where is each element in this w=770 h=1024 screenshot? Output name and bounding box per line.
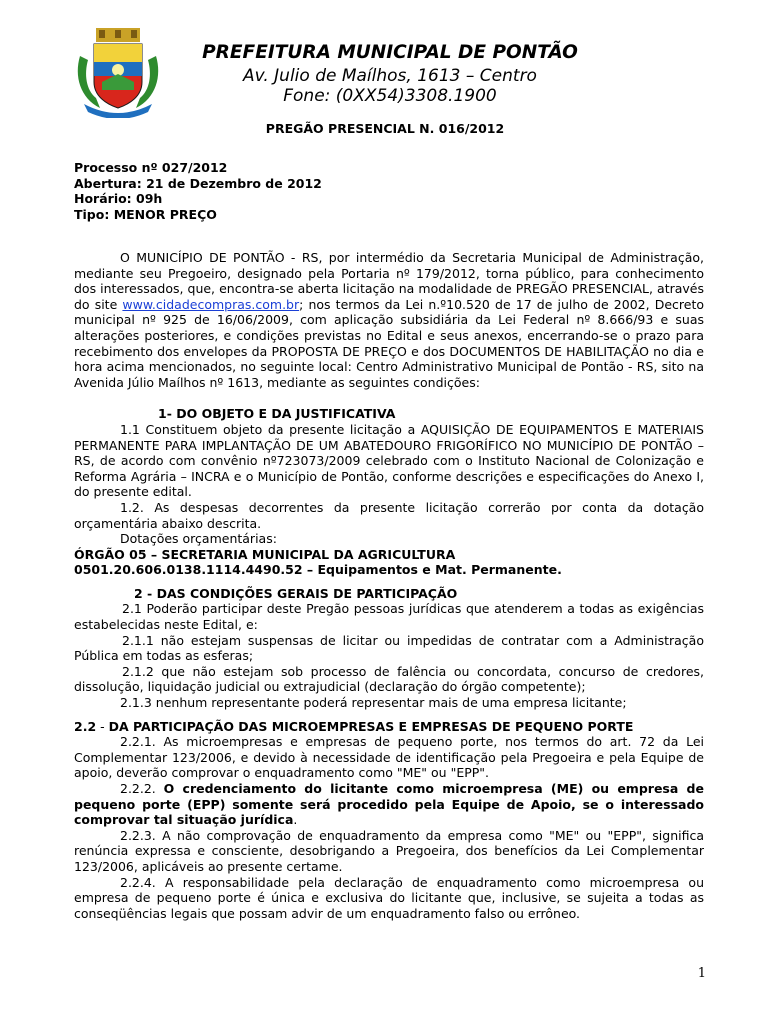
- document-subtitle: PREGÃO PRESENCIAL N. 016/2012: [265, 121, 505, 136]
- section-2-2-2: [74, 781, 704, 828]
- header-title: PREFEITURA MUNICIPAL DE PONTÃO: [202, 42, 578, 63]
- section-2-2-2-number: 2.2.2.: [120, 781, 164, 796]
- section-2-heading: 2 - DAS CONDIÇÕES GERAIS DE PARTICIPAÇÃO: [134, 585, 458, 601]
- process-number: Processo nº 027/2012: [74, 160, 228, 175]
- section-1-heading: 1- DO OBJETO E DA JUSTIFICATIVA: [158, 406, 396, 422]
- section-2-1-1: 2.1.1 não estejam suspensas de licitar ou impedidas de contratar com a Administração Pública em todas as esferas;: [74, 632, 704, 664]
- budget-allocation-code: 0501.20.606.0138.1114.4490.52 – Equipamentos e Mat. Permanente.: [74, 562, 562, 578]
- section-2-2-2-end: .: [293, 812, 298, 828]
- process-meta: [74, 160, 322, 222]
- section-2-2-4: 2.2.4. A responsabilidade pela declaração de enquadramento como microempresa ou empresa de pequeno porte é única e exclusiva do licitante que, inclusive, se sujeita a todas as conseqüências legais que possam advir de um enquadramento falso ou errôneo.: [74, 874, 704, 921]
- document-body: [74, 250, 704, 921]
- section-2-2-dash: -: [96, 718, 109, 734]
- section-2-2-title: DA PARTICIPAÇÃO DAS MICROEMPRESAS E EMPRESAS DE PEQUENO PORTE: [108, 718, 634, 734]
- section-2-2-number: 2.2: [74, 718, 97, 734]
- bid-type: Tipo: MENOR PREÇO: [74, 206, 217, 222]
- opening-date: Abertura: 21 de Dezembro de 2012: [74, 175, 322, 191]
- opening-time: Horário: 09h: [74, 191, 163, 206]
- section-2-2-3: 2.2.3. A não comprovação de enquadramento da empresa como "ME" ou "EPP", significa renúncia expressa e consciente, desobrigando a Pregoeira, dos benefícios da Lei Complementar 123/2006, aplicáveis ao presente certame.: [74, 827, 704, 874]
- budget-organ: ÓRGÃO 05 – SECRETARIA MUNICIPAL DA AGRICULTURA: [74, 546, 456, 562]
- municipal-coat-of-arms-icon: [72, 26, 164, 118]
- section-2-1-3: 2.1.3 nenhum representante poderá representar mais de uma empresa licitante;: [120, 695, 627, 711]
- page-number: 1: [697, 966, 706, 981]
- section-2-1: 2.1 Poderão participar deste Pregão pessoas jurídicas que atenderem a todas as exigências estabelecidas neste Edital, e:: [74, 601, 704, 633]
- section-2-2-2-bold-text: O credenciamento do licitante como microempresa (ME) ou empresa de pequeno porte (EPP) somente será procedido pela Equipe de Apoio, se o interessado comprovar tal situação jurídica: [74, 781, 704, 828]
- site-link[interactable]: www.cidadecompras.com.br: [122, 296, 300, 312]
- section-1-2: 1.2. As despesas decorrentes da presente licitação correrão por conta da dotação orçamentária abaixo descrita.: [74, 499, 704, 531]
- header-address: Av. Julio de Maílhos, 1613 – Centro: [243, 66, 537, 86]
- section-2-2-heading: [74, 719, 704, 735]
- section-2-2-1: 2.2.1. As microempresas e empresas de pequeno porte, nos termos do art. 72 da Lei Complementar 123/2006, e devido à necessidade de identificação pela Pregoeira e pela Equipe de apoio, deverão comprovar o enquadramento como "ME" ou "EPP".: [74, 734, 704, 781]
- section-2-1-2: 2.1.2 que não estejam sob processo de falência ou concordata, concurso de credores, dissolução, liquidação judicial ou extrajudicial (declaração do órgão competente);: [74, 663, 704, 695]
- header-phone: Fone: (0XX54)3308.1900: [283, 86, 497, 106]
- intro-text-end: ; nos termos da Lei n.º10.520 de 17 de julho de 2002, Decreto municipal nº 925 de 16/06/2009, com aplicação subsidiária da Lei Federal nº 8.666/93 e suas alterações posteriores, e condições previstas no Edital e seus anexos, encerrando-se o prazo para recebimento dos envelopes da PROPOSTA DE PREÇO e dos DOCUMENTOS DE HABILITAÇÃO no dia e hora acima mencionados, no seguinte local: Centro Administrativo Municipal de Pontão - RS, sito na Avenida Júlio Maílhos nº 1613, mediante as seguintes condições:: [74, 296, 704, 390]
- section-1-1: 1.1 Constituem objeto da presente licitação a AQUISIÇÃO DE EQUIPAMENTOS E MATERIAIS PERMANENTE PARA IMPLANTAÇÃO DE UM ABATEDOURO FRIGORÍFICO NO MUNICÍPIO DE PONTÃO – RS, de acordo com convênio nº723073/2009 celebrado com o Instituto Nacional de Colonização e Reforma Agrária – INCRA e o Município de Pontão, conforme descrições e especificações do Anexo I, do presente edital.: [74, 421, 704, 500]
- intro-text-start: O MUNICÍPIO DE PONTÃO - RS, por intermédio da Secretaria Municipal de Administração, mediante seu Pregoeiro, designado pela Portaria nº 179/2012, torna público, para conhecimento dos interessados, que, encontra-se aberta licitação na modalidade de PREGÃO PRESENCIAL, através do site: [74, 250, 704, 312]
- intro-paragraph: [74, 250, 704, 390]
- budget-allocations-label: Dotações orçamentárias:: [120, 531, 277, 547]
